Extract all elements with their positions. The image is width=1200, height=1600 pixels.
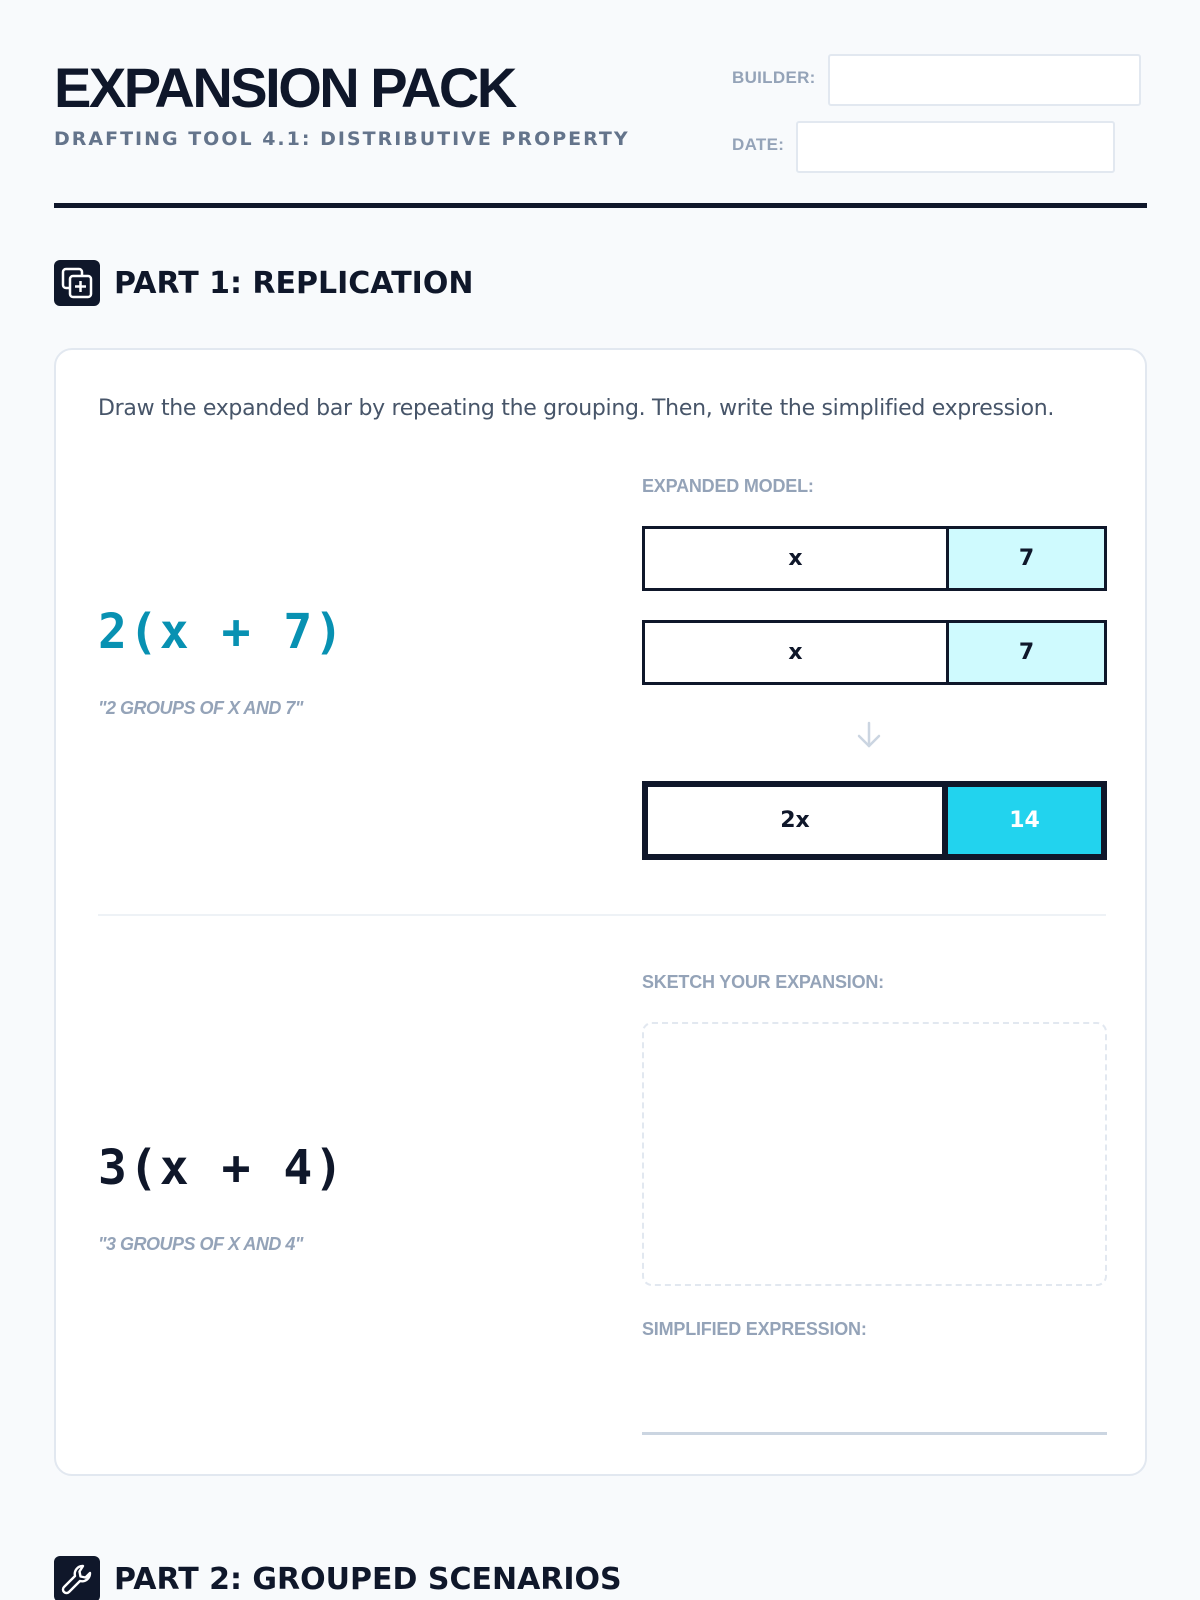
date-field[interactable] bbox=[796, 121, 1115, 173]
example-expression: 2(x + 7) bbox=[98, 604, 346, 660]
sketch-area[interactable] bbox=[642, 1022, 1107, 1286]
builder-label: BUILDER: bbox=[732, 68, 816, 87]
result-segment-x: 2x bbox=[648, 787, 948, 854]
bar-segment-x: x bbox=[645, 529, 949, 588]
simplified-expression-label: SIMPLIFIED EXPRESSION: bbox=[642, 1319, 867, 1339]
builder-field[interactable] bbox=[828, 54, 1141, 106]
copy-plus-icon bbox=[54, 260, 100, 306]
worksheet-title: EXPANSION PACK bbox=[54, 56, 515, 119]
expanded-model-label: EXPANDED MODEL: bbox=[642, 476, 814, 496]
sketch-label: SKETCH YOUR EXPANSION: bbox=[642, 972, 884, 992]
result-bar bbox=[642, 781, 1107, 860]
bar-segment-constant: 7 bbox=[949, 623, 1104, 682]
group-bar bbox=[642, 526, 1107, 591]
task-expression: 3(x + 4) bbox=[98, 1140, 346, 1196]
date-label: DATE: bbox=[732, 135, 785, 154]
group-bar bbox=[642, 620, 1107, 685]
example-note: "2 GROUPS OF X AND 7" bbox=[98, 698, 303, 718]
instructions: Draw the expanded bar by repeating the grouping. Then, write the simplified expression. bbox=[98, 396, 1055, 421]
replication-card bbox=[54, 348, 1147, 1476]
wrench-icon bbox=[54, 1556, 100, 1600]
simplified-expression-answer-line[interactable] bbox=[642, 1432, 1107, 1435]
divider bbox=[98, 914, 1106, 916]
bar-segment-x: x bbox=[645, 623, 949, 682]
part1-title: PART 1: REPLICATION bbox=[114, 266, 474, 301]
arrow-down-icon bbox=[854, 720, 884, 754]
part2-title: PART 2: GROUPED SCENARIOS bbox=[114, 1562, 622, 1597]
worksheet-header bbox=[54, 56, 1147, 208]
result-segment-constant: 14 bbox=[948, 787, 1101, 854]
task-note: "3 GROUPS OF X AND 4" bbox=[98, 1234, 303, 1254]
worksheet-subtitle: DRAFTING TOOL 4.1: DISTRIBUTIVE PROPERTY bbox=[54, 128, 630, 150]
bar-segment-constant: 7 bbox=[949, 529, 1104, 588]
